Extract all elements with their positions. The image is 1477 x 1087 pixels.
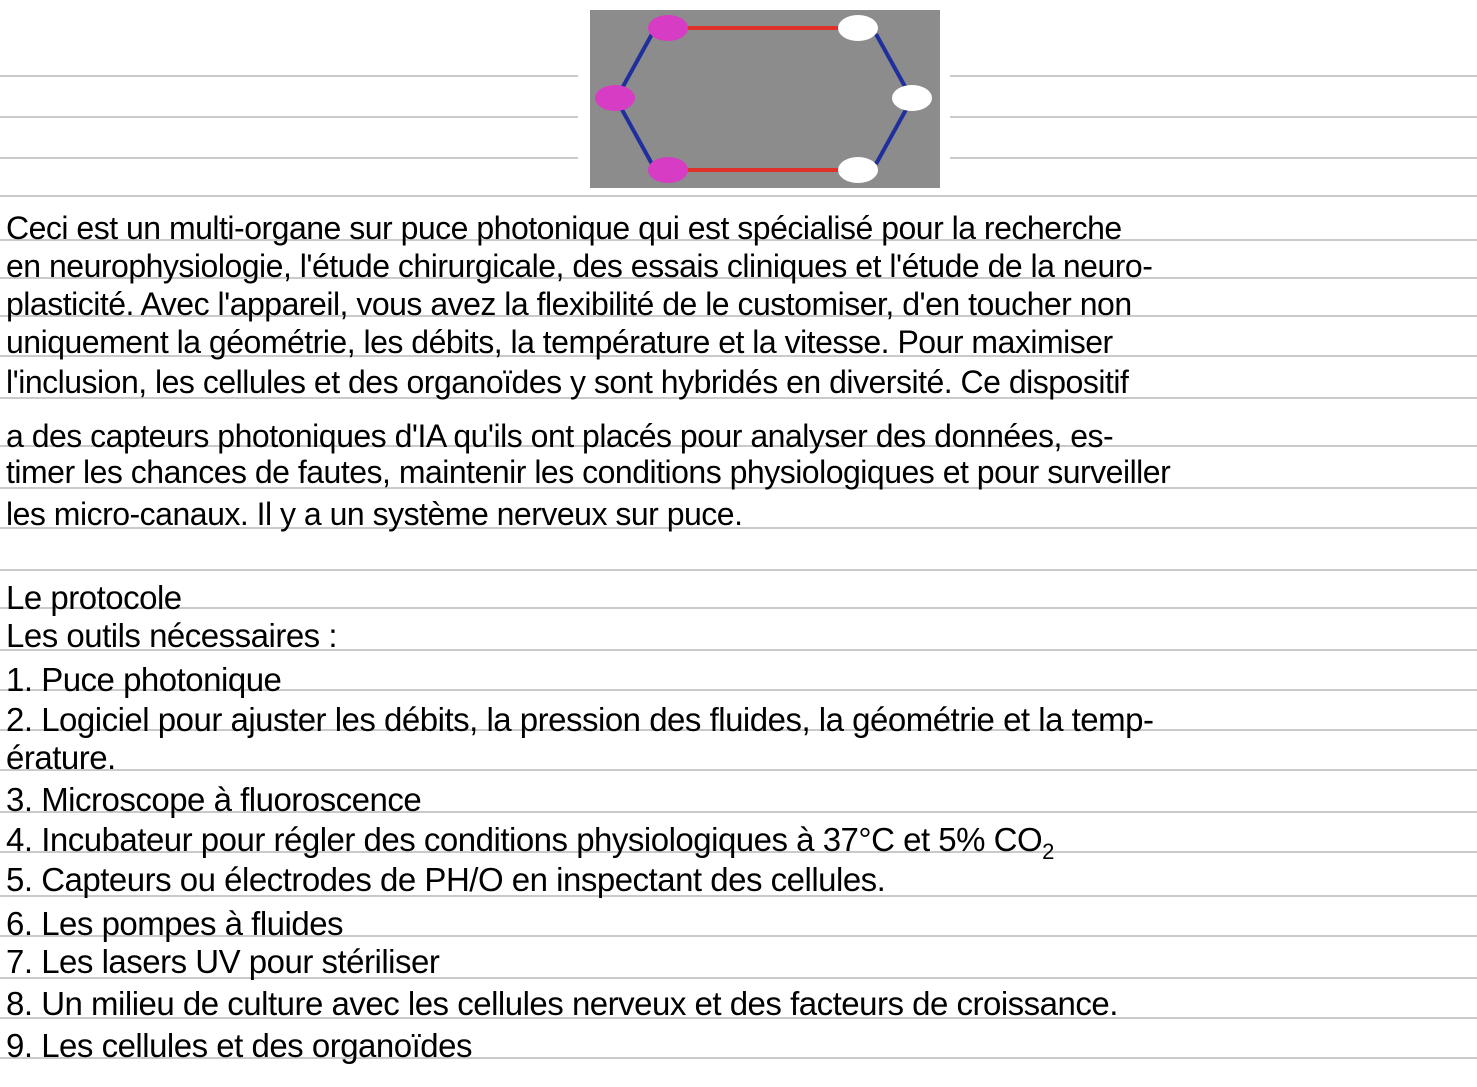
tool-item: 9. Les cellules et des organoïdes (6, 1027, 472, 1064)
protocol-title: Le protocole (6, 579, 182, 616)
tool-item-text: 4. Incubateur pour régler des conditions physiologiques à 37°C et 5% CO (6, 821, 1043, 858)
tool-item-incubator (6, 820, 1054, 864)
tool-item: 8. Un milieu de culture avec les cellules nerveux et des facteurs de croissance. (6, 985, 1118, 1022)
node-top-right (838, 15, 878, 41)
node-top-left (648, 15, 688, 41)
tool-item: 6. Les pompes à fluides (6, 905, 344, 942)
paragraph-line: Ceci est un multi-organe sur puce photonique qui est spécialisé pour la recherche (6, 210, 1122, 246)
tool-item: 3. Microscope à fluoroscence (6, 781, 422, 818)
paragraph-line: uniquement la géométrie, les débits, la température et la vitesse. Pour maximiser (6, 324, 1113, 360)
tool-item: érature. (6, 739, 116, 776)
paragraph-line: en neurophysiologie, l'étude chirurgicale, des essais cliniques et l'étude de la neuro- (6, 248, 1153, 284)
hexagon-chip-diagram (590, 10, 940, 188)
tool-item: 1. Puce photonique (6, 661, 282, 698)
diagram-background (590, 10, 940, 188)
node-middle-left (595, 85, 635, 111)
paragraph-line: plasticité. Avec l'appareil, vous avez la flexibilité de le customiser, d'en toucher non (6, 286, 1132, 322)
node-bottom-right (838, 157, 878, 183)
tool-item: 5. Capteurs ou électrodes de PH/O en inspectant des cellules. (6, 861, 886, 898)
node-bottom-left (648, 157, 688, 183)
tools-heading: Les outils nécessaires : (6, 617, 338, 654)
paragraph-line: timer les chances de fautes, maintenir les conditions physiologiques et pour surveiller (6, 454, 1171, 490)
paragraph-line: l'inclusion, les cellules et des organoïdes y sont hybridés en diversité. Ce dispositif (6, 364, 1129, 400)
paragraph-line: les micro-canaux. Il y a un système nerveux sur puce. (6, 496, 743, 532)
co2-subscript: 2 (1042, 839, 1054, 864)
paragraph-line: a des capteurs photoniques d'IA qu'ils ont placés pour analyser des données, es- (6, 418, 1114, 454)
node-middle-right (892, 85, 932, 111)
tool-item: 2. Logiciel pour ajuster les débits, la pression des fluides, la géométrie et la temp- (6, 701, 1154, 738)
tool-item: 7. Les lasers UV pour stériliser (6, 943, 440, 980)
